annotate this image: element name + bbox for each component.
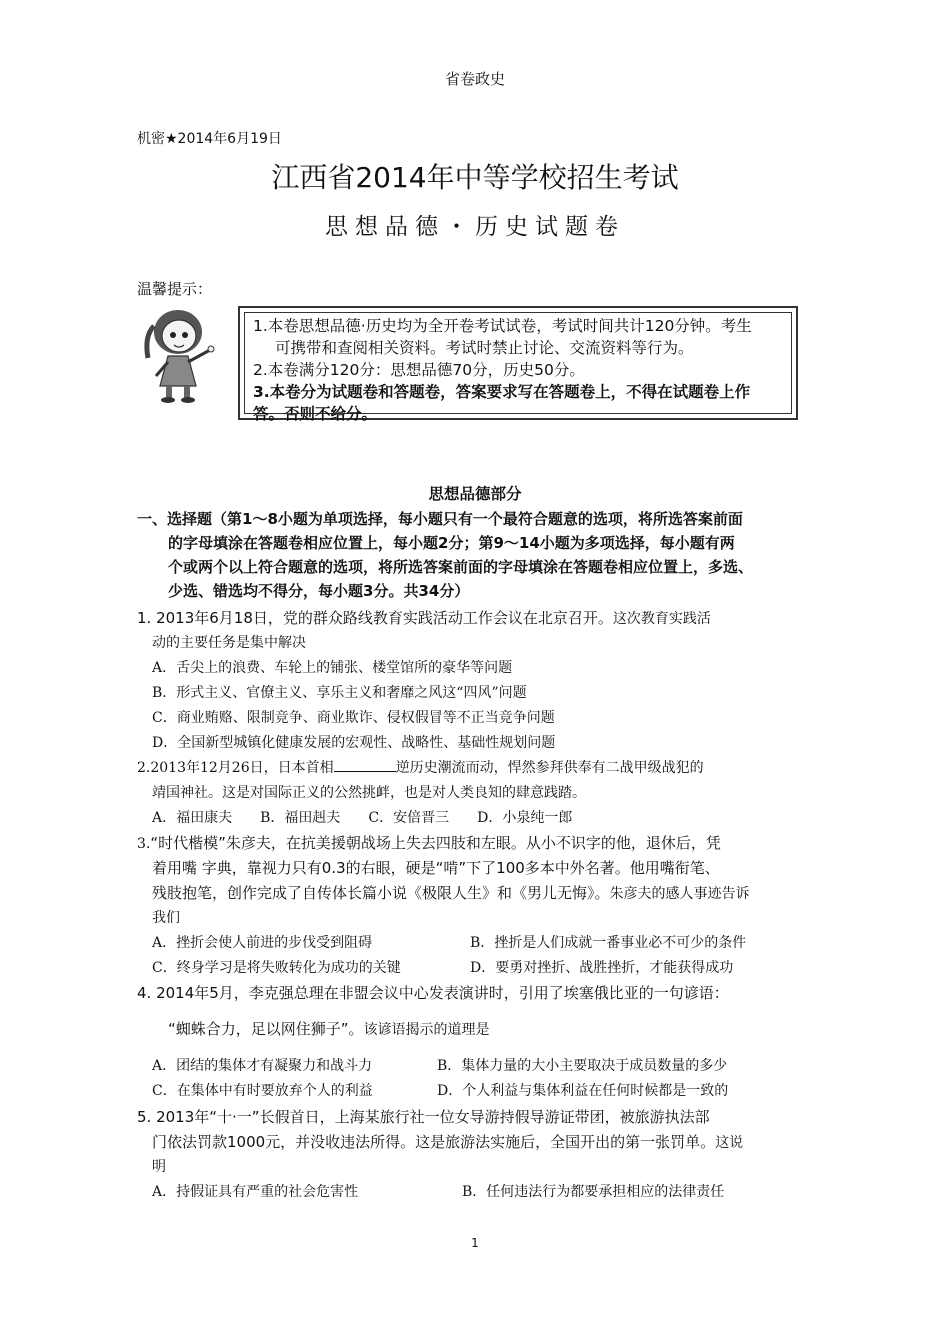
part-title: 思想品德部分 xyxy=(428,485,522,503)
question-4-option-a: A．团结的集体才有凝聚力和战斗力 xyxy=(152,1058,373,1074)
question-1-option-d: D．全国新型城镇化健康发展的宏观性、战略性、基础性规划问题 xyxy=(152,735,556,751)
question-3-stem-line-3-part-b: 朱彦夫的感人事迹告诉 xyxy=(609,886,750,902)
section-instruction-line-2: 的字母填涂在答题卷相应位置上，每小题2分；第9～14小题为多项选择，每小题有两 xyxy=(168,534,735,552)
question-4-option-d: D．个人利益与集体利益在任何时候都是一致的 xyxy=(437,1083,729,1099)
secret-date: 机密★2014年6月19日 xyxy=(137,131,282,147)
question-1-option-a: A．舌尖上的浪费、车轮上的铺张、楼堂馆所的豪华等问题 xyxy=(152,660,513,676)
question-2-stem-part-b: 逆历史潮流而动，悍然参拜供奉有二战甲级战犯的 xyxy=(395,760,704,776)
question-4-stem: 4. 2014年5月，李克强总理在非盟会议中心发表演讲时，引用了埃塞俄比亚的一句谚语： xyxy=(137,984,729,1002)
notice-box xyxy=(238,306,798,423)
question-5-stem-line-2 xyxy=(152,1131,743,1152)
question-4-option-b: B．集体力量的大小主要取决于成员数量的多少 xyxy=(437,1058,728,1074)
question-3-stem-line-3-part-a: 残肢抱笔，创作完成了自传体长篇小说《极限人生》和《男儿无悔》。 xyxy=(152,884,610,902)
notice-line-2: 可携带和查阅相关资料。考试时禁止讨论、交流资料等行为。 xyxy=(275,339,694,357)
question-5-stem-line-2-part-a: 门依法罚款1000元，并没收违法所得。这是旅游法实施后，全国开出的第一张罚单。 xyxy=(152,1133,716,1151)
running-header: 省卷政史 xyxy=(444,70,505,88)
page-subtitle: 思想品德・历史试题卷 xyxy=(325,214,625,240)
notice-line-4: 3.本卷分为试题卷和答题卷，答案要求写在答题卷上，不得在试题卷上作 xyxy=(253,383,751,401)
question-1-stem xyxy=(137,607,711,628)
question-4-option-c: C．在集体中有时要放弃个人的利益 xyxy=(152,1083,373,1099)
question-5-stem-line-3: 明 xyxy=(152,1159,166,1175)
question-2-stem xyxy=(137,757,704,777)
question-3-stem-line-3 xyxy=(152,882,750,903)
question-3-stem xyxy=(137,832,721,853)
question-4-stem-line-2 xyxy=(168,1018,490,1039)
question-3-number: 3. xyxy=(137,836,151,852)
notice-line-1: 1.本卷思想品德·历史均为全开卷考试试卷，考试时间共计120分钟。考生 xyxy=(253,317,752,335)
question-1-stem-part-a: 1. 2013年6月18日，党的群众路线教育实践活动工作会议在北京召开。 xyxy=(137,609,613,627)
notice-line-3: 2.本卷满分120分：思想品德70分，历史50分。 xyxy=(253,361,585,379)
page-number: 1 xyxy=(471,1236,479,1250)
question-4-stem-line-2-part-b: 该谚语揭示的道理是 xyxy=(363,1022,490,1038)
question-1-stem-part-b: 这次教育实践活 xyxy=(612,611,711,627)
question-3-option-a: A．挫折会使人前进的步伐受到阻碍 xyxy=(152,935,373,951)
question-3-stem-line-4: 我们 xyxy=(152,910,180,926)
question-1-stem-line-2: 动的主要任务是集中解决 xyxy=(152,635,306,651)
section-instruction-line-3: 个或两个以上符合题意的选项，将所选答案前面的字母填涂在答题卷相应位置上，多选、 xyxy=(168,558,754,576)
question-2-stem-line-2: 靖国神社。这是对国际正义的公然挑衅，也是对人类良知的肆意践踏。 xyxy=(152,785,586,801)
section-instruction-line-4: 少选、错选均不得分，每小题3分。共34分） xyxy=(168,582,470,600)
question-5-stem: 5. 2013年“十·一”长假首日，上海某旅行社一位女导游持假导游证带团，被旅游执法部 xyxy=(137,1108,710,1126)
question-5-option-a: A．持假证具有严重的社会危害性 xyxy=(152,1184,359,1200)
question-3-stem-part-b: “时代楷模”朱彦夫，在抗美援朝战场上失去四肢和左眼。从小不识字的他，退休后，凭 xyxy=(150,834,721,852)
notice-line-5: 答。否则不给分。 xyxy=(253,405,378,423)
page-title: 江西省2014年中等学校招生考试 xyxy=(271,161,679,194)
girl-mascot-icon xyxy=(138,306,222,406)
notice-inner-frame xyxy=(244,312,792,423)
question-5-stem-line-2-part-b: 这说 xyxy=(715,1135,744,1151)
question-3-option-d: D．要勇对挫折、战胜挫折，才能获得成功 xyxy=(470,960,734,976)
question-3-option-b: B．挫折是人们成就一番事业必不可少的条件 xyxy=(470,935,747,951)
question-1-option-c: C．商业贿赂、限制竞争、商业欺诈、侵权假冒等不正当竞争问题 xyxy=(152,710,555,726)
answer-blank xyxy=(334,759,396,772)
tips-label: 温馨提示： xyxy=(137,280,213,298)
question-3-stem-line-2: 着用嘴 字典，靠视力只有0.3的右眼，硬是“啃”下了100多本中外名著。他用嘴衔笔、 xyxy=(152,859,720,877)
question-3-option-c: C．终身学习是将失败转化为成功的关键 xyxy=(152,960,401,976)
question-5-option-b: B．任何违法行为都要承担相应的法律责任 xyxy=(462,1184,725,1200)
section-instruction-line-1: 一、选择题（第1～8小题为单项选择，每小题只有一个最符合题意的选项，将所选答案前面 xyxy=(137,510,743,528)
question-2-stem-part-a: 2.2013年12月26日，日本首相 xyxy=(137,760,334,776)
question-2-options: A．福田康夫 B．福田赳夫 C．安倍晋三 D．小泉纯一郎 xyxy=(152,810,573,826)
question-1-option-b: B．形式主义、官僚主义、享乐主义和奢靡之风这“四风”问题 xyxy=(152,685,527,701)
question-4-proverb: “蜘蛛合力，足以网住狮子”。 xyxy=(168,1020,364,1038)
